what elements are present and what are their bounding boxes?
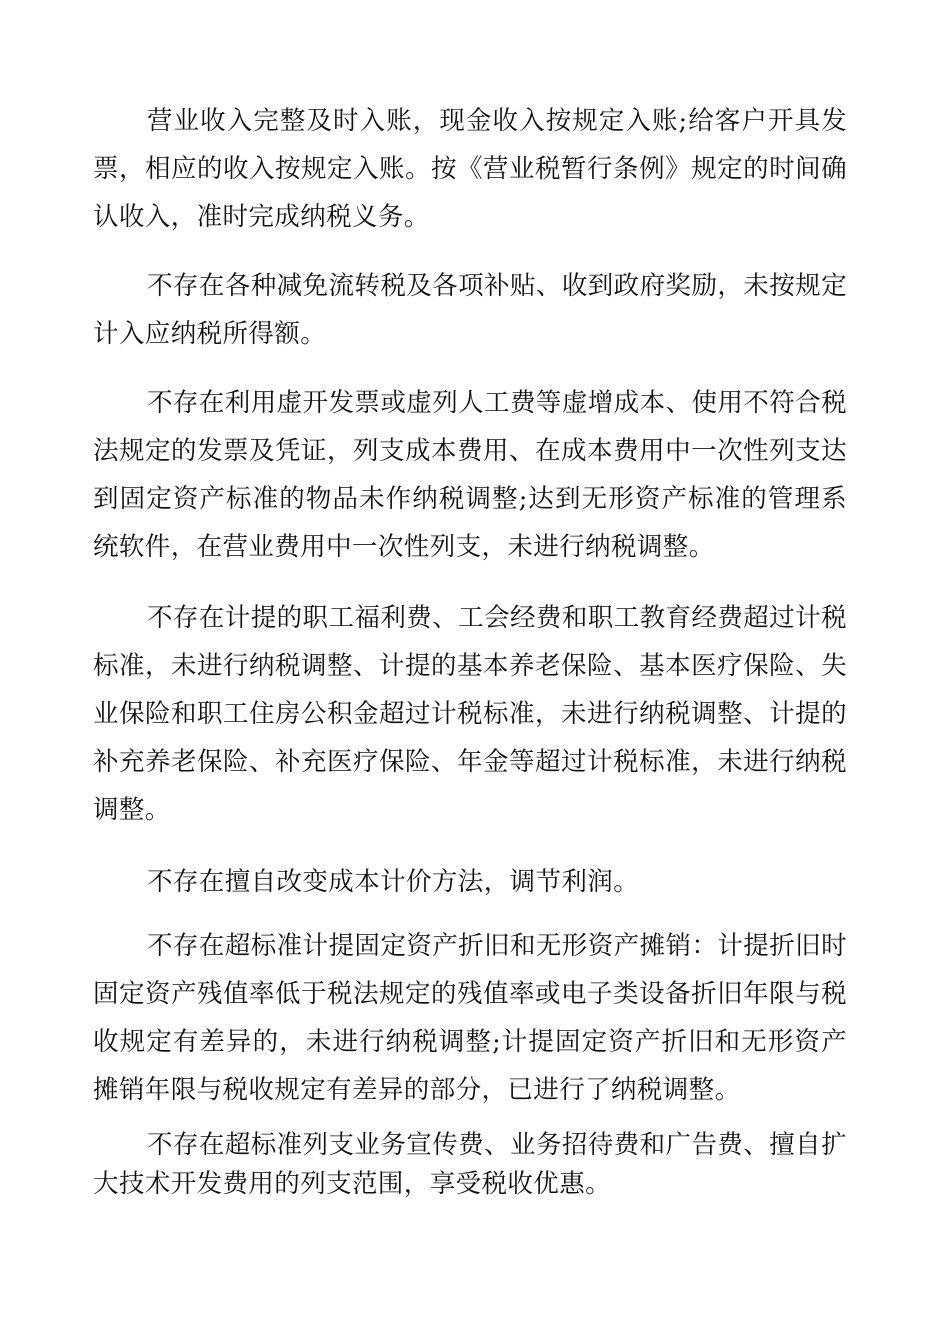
paragraph-revenue-recognition: 营业收入完整及时入账，现金收入按规定入账;给客户开具发票，相应的收入按规定入账。按《营业税暂行条例》规定的时间确认收入，准时完成纳税义务。: [93, 106, 847, 232]
paragraph-welfare-insurance-provisions: 不存在计提的职工福利费、工会经费和职工教育经费超过计税标准，未进行纳税调整、计提的基本养老保险、基本医疗保险、失业保险和职工住房公积金超过计税标准，未进行纳税调整、计提的补充养老保险、补充医疗保险、年金等超过计税标准，未进行纳税调整。: [93, 603, 847, 825]
paragraph-false-invoices-costs: 不存在利用虚开发票或虚列人工费等虚增成本、使用不符合税法规定的发票及凭证，列支成本费用、在成本费用中一次性列支达到固定资产标准的物品未作纳税调整;达到无形资产标准的管理系统软件，在营业费用中一次性列支，未进行纳税调整。: [93, 388, 847, 562]
paragraph-cost-valuation-method: 不存在擅自改变成本计价方法，调节利润。: [147, 867, 640, 897]
paragraph-promotion-entertainment-expenses: 不存在超标准列支业务宣传费、业务招待费和广告费、擅自扩大技术开发费用的列支范围，享受税收优惠。: [93, 1130, 847, 1199]
paragraph-tax-reductions-subsidies: 不存在各种减免流转税及各项补贴、收到政府奖励，未按规定计入应纳税所得额。: [93, 271, 847, 349]
paragraph-depreciation-amortization: 不存在超标准计提固定资产折旧和无形资产摊销：计提折旧时固定资产残值率低于税法规定的残值率或电子类设备折旧年限与税收规定有差异的，未进行纳税调整;计提固定资产折旧和无形资产摊销年限与税收规定有差异的部分，已进行了纳税调整。: [93, 931, 847, 1105]
